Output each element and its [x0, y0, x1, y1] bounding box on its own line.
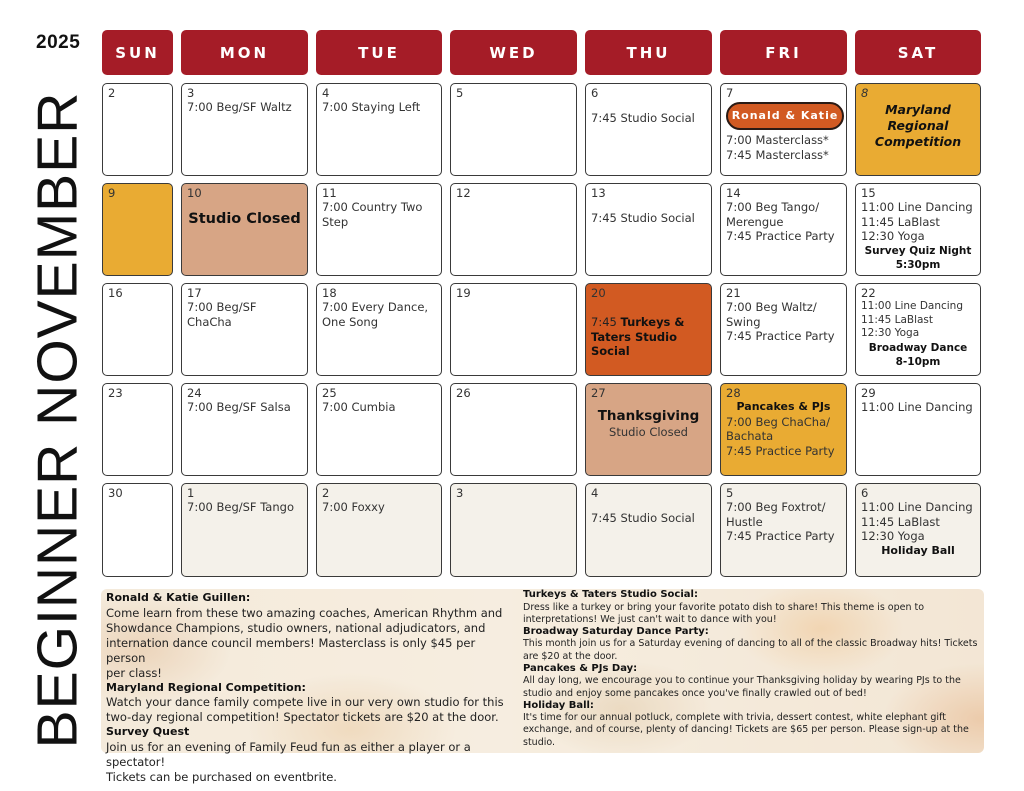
day-number: 14: [726, 186, 741, 200]
day-header-wed: WED: [450, 30, 577, 75]
day-number: 22: [861, 286, 876, 300]
note-heading: Holiday Ball:: [523, 699, 594, 711]
event-text: Hustle: [726, 514, 763, 529]
day-cell-nov-2[interactable]: [102, 83, 173, 176]
day-cell-nov-5[interactable]: [450, 83, 577, 176]
notes-right-column: [523, 589, 981, 749]
day-cell-nov-20[interactable]: [585, 283, 712, 376]
event-text: 7:00 Cumbia: [322, 400, 396, 414]
note-line: Watch your dance family compete live in our very own studio for this: [106, 695, 504, 709]
day-number: 6: [591, 86, 599, 100]
event-text: 7:00 Foxxy: [322, 500, 385, 514]
day-number: 6: [861, 486, 869, 500]
event-text: One Song: [322, 314, 378, 329]
day-cell-nov-3[interactable]: [181, 83, 308, 176]
special-guest-pill: Ronald & Katie: [726, 102, 844, 130]
year-label: 2025: [36, 32, 81, 53]
note-line: internation dance council members! Masterclass is only $45 per person: [106, 635, 476, 665]
event-text: 11:45 LaBlast: [861, 214, 940, 229]
event-text: 7:00 Beg/SF Tango: [187, 500, 294, 514]
day-cell-nov-24[interactable]: [181, 383, 308, 476]
day-header-thu: THU: [585, 30, 712, 75]
event-text: Broadway Dance: [868, 341, 968, 354]
day-number: 3: [187, 86, 195, 100]
event-text: 7:00 Masterclass*: [726, 133, 829, 147]
note-line: All day long, we encourage you to continue your Thanksgiving holiday by wearing PJs to the: [523, 675, 961, 687]
day-number: 2: [322, 486, 330, 500]
day-number: 4: [591, 486, 599, 500]
day-cell-nov-11[interactable]: [316, 183, 442, 276]
day-number: 10: [187, 186, 202, 200]
event-text: Merengue: [726, 214, 784, 229]
note-line: Showdance Champions, studio owners, national adjudicators, and: [106, 620, 486, 635]
event-text: Swing: [726, 314, 761, 329]
event-text: 7:45 Studio Social: [591, 511, 695, 525]
day-cell-nov-8[interactable]: [855, 83, 981, 176]
day-number: 2: [108, 86, 116, 100]
event-text: Studio Closed: [188, 211, 301, 227]
note-line: Tickets can be purchased on eventbrite.: [106, 769, 337, 784]
event-text: 7:00 Country Two: [322, 200, 423, 214]
note-line: are $20 at the door.: [523, 650, 618, 662]
event-text: Studio Closed: [609, 425, 688, 439]
day-number: 28: [726, 386, 741, 400]
day-number: 30: [108, 486, 123, 500]
day-cell-nov-27[interactable]: [585, 383, 712, 476]
event-text: 7:00 Beg Foxtrot/: [726, 500, 826, 514]
day-cell-nov-16[interactable]: [102, 283, 173, 376]
day-number: 12: [456, 186, 471, 200]
day-cell-nov-10[interactable]: [181, 183, 308, 276]
day-cell-dec-2[interactable]: [316, 483, 442, 577]
event-text: 11:00 Line Dancing: [861, 300, 964, 312]
day-cell-nov-23[interactable]: [102, 383, 173, 476]
event-text: 7:45 Masterclass*: [726, 147, 829, 162]
event-text: 8-10pm: [895, 356, 941, 368]
note-line: exchange, and of course, plenty of dancing! Tickets are $65 per person. Please sign-up at the: [523, 724, 969, 736]
day-number: 26: [456, 386, 471, 400]
day-number: 24: [187, 386, 202, 400]
event-text: 7:00 Every Dance,: [322, 300, 429, 314]
event-text: Bachata: [726, 429, 774, 443]
event-time: 7:45: [591, 315, 621, 329]
event-text: 12:30 Yoga: [861, 327, 920, 339]
day-number: 19: [456, 286, 471, 300]
day-cell-dec-6[interactable]: [855, 483, 981, 577]
event-text: 7:00 Beg/SF Salsa: [187, 400, 291, 414]
event-text: Holiday Ball: [881, 543, 955, 557]
day-header-tue: TUE: [316, 30, 442, 75]
day-number: 16: [108, 286, 123, 300]
day-cell-dec-4[interactable]: [585, 483, 712, 577]
note-line: two-day regional competition! Spectator tickets are $20 at the door.: [106, 710, 499, 724]
day-number: 25: [322, 386, 337, 400]
event-text: 11:00 Line Dancing: [861, 400, 973, 414]
day-cell-nov-14[interactable]: [720, 183, 847, 276]
event-text: 7:00 Beg Waltz/: [726, 300, 817, 314]
day-cell-nov-6[interactable]: [585, 83, 712, 176]
day-cell-nov-21[interactable]: [720, 283, 847, 376]
day-cell-nov-12[interactable]: [450, 183, 577, 276]
day-header-mon: MON: [181, 30, 308, 75]
note-line: studio.: [523, 736, 556, 748]
note-line: Come learn from these two amazing coaches, American Rhythm and: [106, 605, 503, 620]
day-cell-dec-1[interactable]: [181, 483, 308, 577]
event-text: Regional: [887, 118, 949, 133]
event-text: 11:45 LaBlast: [861, 514, 940, 529]
event-text: Thanksgiving: [597, 408, 700, 424]
day-cell-nov-4[interactable]: [316, 83, 442, 176]
day-number: 21: [726, 286, 741, 300]
note-heading: Ronald & Katie Guillen:: [106, 591, 251, 604]
day-header-fri: FRI: [720, 30, 847, 75]
day-cell-nov-9[interactable]: [102, 183, 173, 276]
day-cell-nov-25[interactable]: [316, 383, 442, 476]
day-cell-nov-18[interactable]: [316, 283, 442, 376]
day-cell-dec-5[interactable]: [720, 483, 847, 577]
day-number: 13: [591, 186, 606, 200]
day-cell-nov-7[interactable]: [720, 83, 847, 176]
day-cell-dec-3[interactable]: [450, 483, 577, 577]
vertical-title: BEGINNER NOVEMBER: [25, 91, 90, 749]
note-heading: Maryland Regional Competition:: [106, 680, 306, 694]
event-text: 11:45 LaBlast: [861, 313, 934, 326]
day-number: 1: [187, 486, 195, 500]
event-text: Step: [322, 214, 349, 229]
event-text: Taters Studio Social: [591, 329, 677, 358]
event-text: 12:30 Yoga: [861, 229, 925, 243]
note-heading: Turkeys & Taters Studio Social:: [523, 589, 698, 600]
day-number: 27: [591, 386, 606, 400]
day-header-sat: SAT: [855, 30, 981, 75]
event-text: Turkeys &: [620, 315, 685, 329]
day-number: 20: [591, 286, 606, 300]
note-line: per class!: [106, 665, 162, 680]
day-number: 9: [108, 186, 116, 200]
note-heading: Pancakes & PJs Day:: [523, 662, 638, 674]
day-number: 8: [861, 86, 869, 100]
day-cell-nov-19[interactable]: [450, 283, 577, 376]
event-text: 7:45 Practice Party: [726, 329, 835, 343]
day-header-sun: SUN: [102, 30, 173, 75]
day-cell-nov-29[interactable]: [855, 383, 981, 476]
day-number: 5: [726, 486, 734, 500]
event-text: 7:45 Studio Social: [591, 111, 695, 125]
event-text: 7:00 Staying Left: [322, 100, 421, 114]
event-text: 11:00 Line Dancing: [861, 500, 973, 514]
note-line: This month join us for a Saturday evening of dancing to all of the classic Broadway hits! Tickets: [523, 638, 978, 650]
day-number: 5: [456, 86, 464, 100]
note-heading: Broadway Saturday Dance Party:: [523, 625, 709, 637]
event-text: 7:00 Beg/SF Waltz: [187, 100, 292, 114]
day-number: 15: [861, 186, 876, 200]
note-line: studio and enjoy some pancakes once you've finally crawled out of bed!: [523, 687, 867, 699]
day-number: 17: [187, 286, 202, 300]
event-text: 7:00 Beg Tango/: [726, 200, 820, 214]
day-number: 23: [108, 386, 123, 400]
event-text: 7:45 Practice Party: [726, 529, 835, 543]
day-number: 18: [322, 286, 337, 300]
event-text: 5:30pm: [895, 259, 941, 271]
day-cell-nov-26[interactable]: [450, 383, 577, 476]
day-cell-nov-30[interactable]: [102, 483, 173, 577]
event-text: Pancakes & PJs: [736, 400, 831, 413]
event-text: 12:30 Yoga: [861, 529, 925, 543]
day-number: 7: [726, 86, 734, 100]
day-cell-nov-28[interactable]: [720, 383, 847, 476]
event-text: 7:00 Beg/SF ChaCha: [187, 300, 257, 329]
event-text: 7:45 Practice Party: [726, 229, 835, 243]
day-cell-nov-22[interactable]: [855, 283, 981, 376]
note-line: It's time for our annual potluck, complete with trivia, dessert contest, white elephant gift: [523, 712, 946, 724]
event-text: 11:00 Line Dancing: [861, 200, 973, 214]
event-notes-panel: [101, 589, 984, 784]
event-text: 7:00 Beg ChaCha/: [726, 414, 831, 429]
day-number: 4: [322, 86, 330, 100]
event-text: Maryland: [885, 102, 951, 117]
event-text: 7:45 Studio Social: [591, 211, 695, 225]
day-number: 29: [861, 386, 876, 400]
note-heading: Survey Quest: [106, 725, 190, 738]
day-cell-nov-15[interactable]: [855, 183, 981, 276]
note-line: Join us for an evening of Family Feud fun as either a player or a spectator!: [106, 739, 471, 769]
day-cell-nov-17[interactable]: [181, 283, 308, 376]
day-number: 3: [456, 486, 464, 500]
event-text: 7:45 Practice Party: [726, 443, 835, 458]
note-line: interpretations! We just can't wait to dance with you!: [523, 613, 777, 625]
event-text: Competition: [874, 134, 962, 149]
notes-left-column: [106, 591, 516, 785]
event-text: Survey Quiz Night: [864, 244, 972, 257]
day-cell-nov-13[interactable]: [585, 183, 712, 276]
note-line: Dress like a turkey or bring your favorite potato dish to share! This theme is open to: [523, 601, 925, 613]
day-number: 11: [322, 186, 337, 200]
